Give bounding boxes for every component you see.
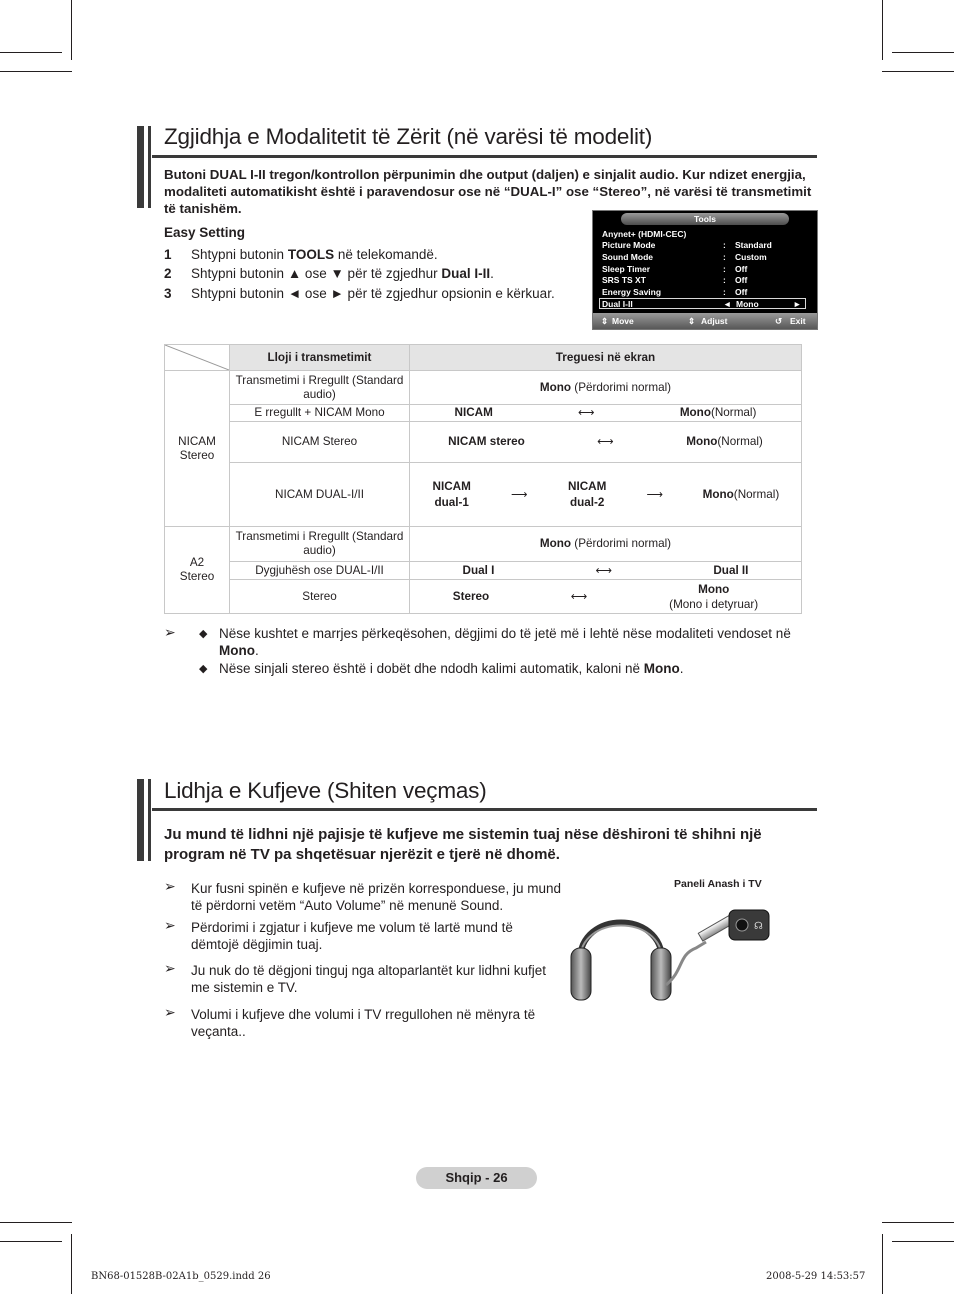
table-row: Transmetimi i Rregullt (Standard audio) [230,371,410,405]
table-row: NICAM DUAL-I/II [230,463,410,527]
note-arrow-icon: ➢ [164,1004,176,1020]
broadcast-table [164,344,802,614]
table-row: Dygjuhësh ose DUAL-I/II [230,562,410,580]
tools-menu-title: Tools [621,213,789,225]
header-type: Lloji i transmetimit [230,345,410,371]
tools-menu-screenshot [592,210,818,330]
osd-row-sleep-timer: Sleep Timer : Off [602,264,748,274]
panel-label: Paneli Anash i TV [674,878,762,890]
diagonal-line [165,345,229,370]
step-2: 2 Shtypni butonin ▲ ose ▼ për të zgjedhur Dual I-II. [164,266,494,281]
note-arrow-icon: ➢ [164,917,176,933]
easy-setting-heading: Easy Setting [164,225,246,240]
note-item: Përdorimi i zgjatur i kufjeve me volum të lartë mund të dëmtojë dëgjimin tuaj. [191,920,513,952]
table-row: Transmetimi i Rregullt (Standard audio) [230,527,410,562]
section-title: Zgjidhja e Modalitetit të Zërit (në varësi të modelit) [164,124,653,149]
section-marker [137,779,144,861]
note-arrow-icon: ➢ [164,624,176,640]
page-number-badge: Shqip - 26 [416,1167,537,1189]
table-row: Mono (Përdorimi normal) [410,527,802,562]
section-marker [137,126,144,208]
header-indicator: Treguesi në ekran [410,345,802,371]
table-row: E rregullt + NICAM Mono [230,405,410,422]
table-row: NICAM stereo ⟷ Mono(Normal) [410,422,802,463]
move-icon: ⇕ [601,316,609,326]
table-row: NICAM dual-1 ⟶ NICAM dual-2 ⟶ Mono(Normal) [410,463,802,527]
section-title: Lidhja e Kufjeve (Shiten veçmas) [164,778,487,803]
date-imprint: 2008-5-29 14:53:57 [766,1271,866,1282]
osd-row-sound-mode: Sound Mode : Custom [602,252,767,262]
step-3: 3 Shtypni butonin ◄ ose ► për të zgjedhur opsionin e kërkuar. [164,286,555,301]
headphones-icon [566,900,776,1010]
exit-icon: ↺ [775,316,783,326]
section-intro: Butoni DUAL I-II tregon/kontrollon përpunimin dhe output (daljen) e sinjalit audio. Kur ndizet energjia, modaliteti automatikisht është i paravendosur ose në “DUAL-I” ose “Stereo”, në varësi të transmetimit të tanishëm. [164,167,812,216]
section-marker-thin [148,126,151,208]
section-intro: Ju mund të lidhni një pajisje të kufjeve me sistemin tuaj nëse dëshironi të shihni një program në TV pa shqetësuar njerëzit e tjerë në dhomë. [164,826,762,863]
section-rule [152,155,817,158]
osd-row-dual-selected: Dual I-II ◄ Mono ► [599,298,806,309]
group-nicam: NICAM Stereo [165,371,230,527]
note-item: Nëse kushtet e marrjes përkeqësohen, dëgjimi do të jetë më i lehtë nëse modaliteti vendoset në Mono. [219,626,791,658]
osd-row-picture-mode: Picture Mode : Standard [602,240,772,250]
group-a2: A2 Stereo [165,527,230,614]
note-item: Kur fusni spinën e kufjeve në prizën korresponduese, ju mund të përdorni vetëm “Auto Volume” në menunë Sound. [191,881,561,913]
file-imprint: BN68-01528B-02A1b_0529.indd 26 [91,1271,271,1282]
table-row: NICAM Stereo [230,422,410,463]
step-1: 1 Shtypni butonin TOOLS në telekomandë. [164,247,438,262]
table-corner [165,345,230,371]
section-rule [152,808,817,811]
table-row: Mono (Përdorimi normal) [410,371,802,405]
note-item: Volumi i kufjeve dhe volumi i TV rregullohen në mënyra të veçanta.. [191,1007,536,1039]
note-item: Nëse sinjali stereo është i dobët dhe ndodh kalimi automatik, kaloni në Mono. [219,661,684,676]
note-arrow-icon: ➢ [164,960,176,976]
table-row: Stereo ⟷ Mono (Mono i detyruar) [410,580,802,614]
osd-row-srs: SRS TS XT : Off [602,275,748,285]
table-row: NICAM ⟷ Mono(Normal) [410,405,802,422]
table-row: Dual I ⟷ Dual II [410,562,802,580]
bullet-diamond-icon: ◆ [199,628,208,640]
osd-row-energy-saving: Energy Saving : Off [602,287,748,297]
svg-text:☊: ☊ [754,921,763,932]
osd-row-anynet: Anynet+ (HDMI-CEC) [602,229,687,239]
bullet-diamond-icon: ◆ [199,663,208,675]
section-marker-thin [148,779,151,861]
note-arrow-icon: ➢ [164,878,176,894]
osd-footer: ⇕ Move ⇕ Adjust ↺ Exit [593,313,817,329]
table-row: Stereo [230,580,410,614]
note-item: Ju nuk do të dëgjoni tinguj nga altoparlantët kur lidhni kufjet me sistemin e TV. [191,963,546,995]
adjust-icon: ⇕ [688,316,696,326]
